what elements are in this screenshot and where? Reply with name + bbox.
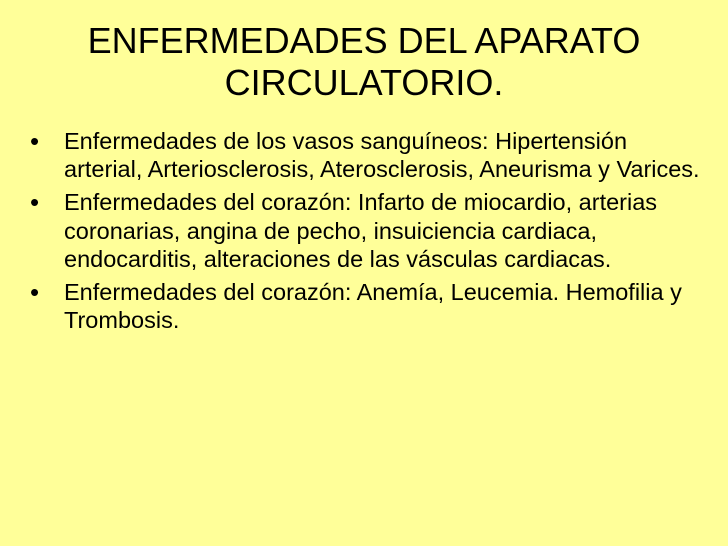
bullet-text: Enfermedades del corazón: Anemía, Leucemia. Hemofilia y Trombosis. [64, 279, 682, 334]
slide-title: ENFERMEDADES DEL APARATO CIRCULATORIO. [87, 20, 641, 103]
bullet-list [28, 127, 700, 339]
bullet-icon: • [30, 277, 40, 308]
bullet-icon: • [30, 187, 40, 218]
bullet-text: Enfermedades del corazón: Infarto de miocardio, arterias coronarias, angina de pecho, insuiciencia cardiaca, endocarditis, alteraciones de las vásculas cardiacas. [64, 189, 658, 272]
bullet-item [28, 278, 700, 334]
bullet-icon: • [30, 126, 40, 156]
bullet-item [28, 188, 700, 273]
bullet-text: Enfermedades de los vasos sanguíneos: Hipertensión arterial, Arteriosclerosis, Aterosclerosis, Aneurisma y Varices. [64, 128, 700, 183]
bullet-item [28, 127, 700, 183]
